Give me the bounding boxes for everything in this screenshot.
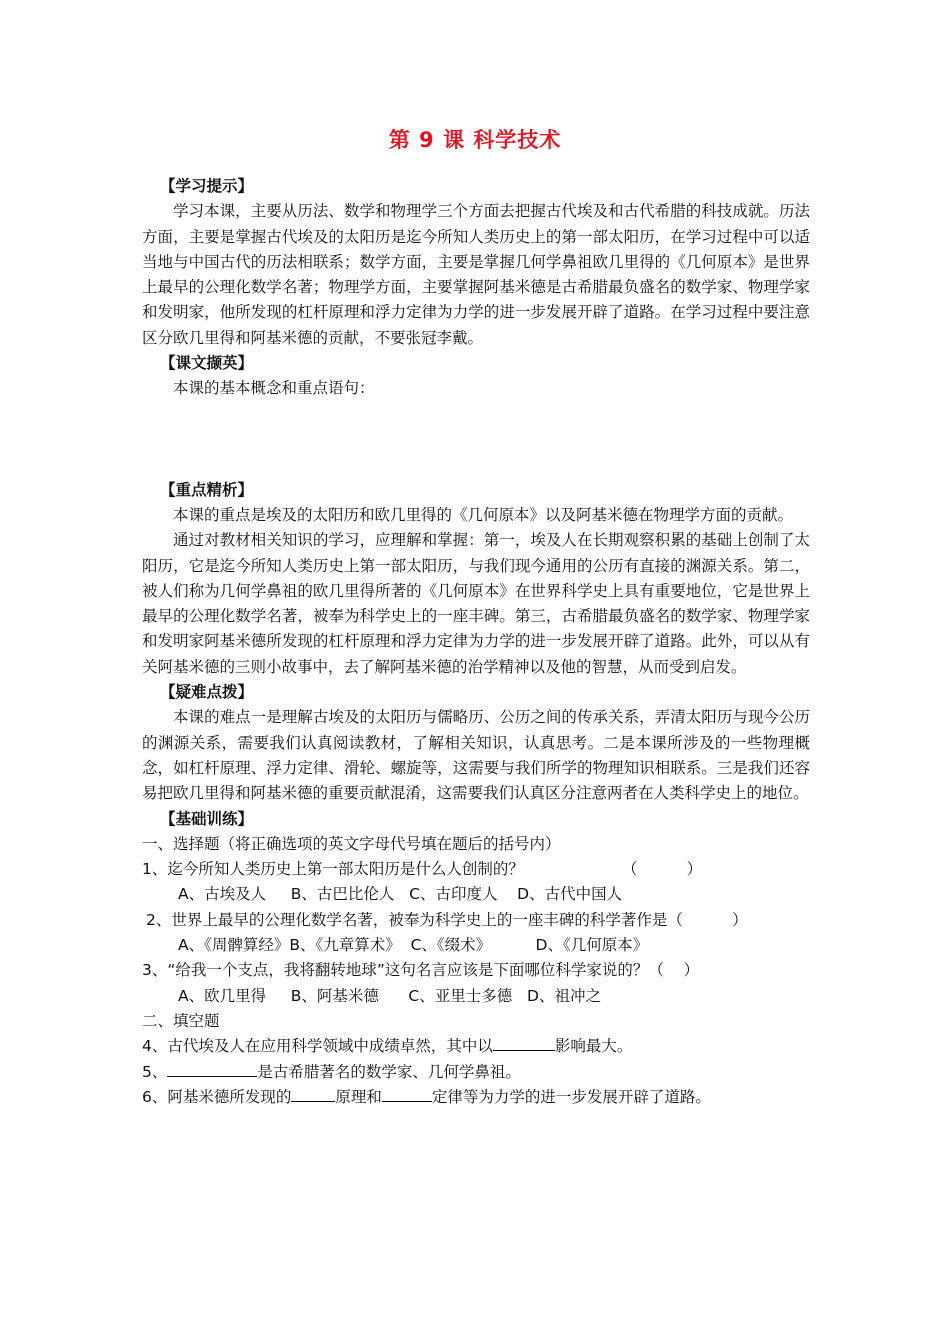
- page-title: 第 9 课 科学技术: [388, 128, 562, 152]
- question-6-text-before: 6、阿基米德所发现的: [142, 1087, 292, 1106]
- question-1: [142, 857, 810, 882]
- question-2: 2、世界上最早的公理化数学名著，被奉为科学史上的一座丰碑的科学著作是（ ）: [146, 910, 748, 929]
- question-2-options: A、《周髀算经》B、《九章算术》 C、《缀术》 D、《几何原本》: [178, 936, 649, 955]
- question-6-blank-1[interactable]: [291, 1086, 335, 1102]
- question-6-text-mid: 原理和: [335, 1087, 382, 1106]
- text-excerpts-paragraph: 本课的基本概念和重点语句：: [173, 379, 375, 398]
- question-4-text-before: 4、古代埃及人在应用科学领域中成绩卓然，其中以: [142, 1037, 493, 1056]
- key-analysis-paragraph-1: 本课的重点是埃及的太阳历和欧几里得的《几何原本》以及阿基米德在物理学方面的贡献。: [173, 505, 794, 524]
- blank-space: [142, 402, 810, 478]
- question-6-blank-2[interactable]: [382, 1086, 432, 1102]
- question-3-options: A、欧几里得 B、阿基米德 C、亚里士多德 D、祖冲之: [178, 986, 601, 1005]
- section-heading-difficulties: 【疑难点拨】: [160, 683, 254, 702]
- section-heading-key-analysis: 【重点精析】: [160, 480, 254, 499]
- question-5-blank[interactable]: [167, 1061, 257, 1077]
- key-analysis-paragraph-2: 通过对教材相关知识的学习，应理解和掌握：第一，埃及人在长期观察积累的基础上创制了太阳历，它是迄今所知人类历史上第一部太阳历，与我们现今通用的公历有直接的渊源关系。第二，被人们称为几何学鼻祖的欧几里得所著的《几何原本》在世界科学史上具有重要地位，它是世界上最早的公理化数学名著，被奉为科学史上的一座丰碑。第三，古希腊最负盛名的数学家、物理学家和发明家阿基米德所发现的杠杆原理和浮力定律为力学的进一步发展开辟了道路。此外，可以从有关阿基米德的三则小故事中，去了解阿基米德的治学精神以及他的智慧，从而受到启发。: [142, 531, 810, 676]
- section-heading-basic-training: 【基础训练】: [160, 809, 254, 828]
- question-6: [142, 1085, 810, 1110]
- question-5: [142, 1060, 810, 1085]
- question-4: [142, 1034, 810, 1059]
- section-heading-text-excerpts: 【课文撷英】: [160, 354, 254, 373]
- part-1-title: 一、选择题（将正确选项的英文字母代号填在题后的括号内）: [142, 834, 561, 853]
- document-body: [142, 174, 810, 1110]
- question-4-text-after: 影响最大。: [554, 1037, 633, 1056]
- question-5-text-before: 5、: [142, 1062, 168, 1081]
- question-1-answer-bracket[interactable]: （ ）: [621, 860, 703, 879]
- question-1-options: A、古埃及人 B、古巴比伦人 C、古印度人 D、古代中国人: [178, 885, 623, 904]
- question-6-text-after: 定律等为力学的进一步发展开辟了道路。: [431, 1087, 711, 1106]
- study-tips-paragraph: 学习本课，主要从历法、数学和物理学三个方面去把握古代埃及和古代希腊的科技成就。历法方面，主要是掌握古代埃及的太阳历是迄今所知人类历史上的第一部太阳历，在学习过程中可以适当地与中国古代的历法相联系；数学方面，主要是掌握几何学鼻祖欧几里得的《几何原本》是世界上最早的公理化数学名著；物理学方面，主要掌握阿基米德是古希腊最负盛名的数学家、物理学家和发明家，他所发现的杠杆原理和浮力定律为力学的进一步发展开辟了道路。在学习过程中要注意区分欧几里得和阿基米德的贡献，不要张冠李戴。: [142, 202, 810, 347]
- question-4-blank[interactable]: [493, 1035, 555, 1051]
- question-1-text: 1、迄今所知人类历史上第一部太阳历是什么人创制的？: [142, 860, 524, 879]
- part-2-title: 二、填空题: [142, 1011, 220, 1030]
- section-heading-study-tips: 【学习提示】: [160, 177, 254, 195]
- difficulties-paragraph: 本课的难点一是理解古埃及的太阳历与儒略历、公历之间的传承关系，弄清太阳历与现今公历的渊源关系，需要我们认真阅读教材，了解相关知识，认真思考。二是本课所涉及的一些物理概念，如杠杆原理、浮力定律、滑轮、螺旋等，这需要与我们所学的物理知识相联系。三是我们还容易把欧几里得和阿基米德的重要贡献混淆，这需要我们认真区分注意两者在人类科学史上的地位。: [142, 708, 810, 803]
- question-3: 3、“给我一个支点，我将翻转地球”这句名言应该是下面哪位科学家说的？（ ）: [142, 961, 700, 980]
- question-5-text-after: 是古希腊著名的数学家、几何学鼻祖。: [257, 1062, 521, 1081]
